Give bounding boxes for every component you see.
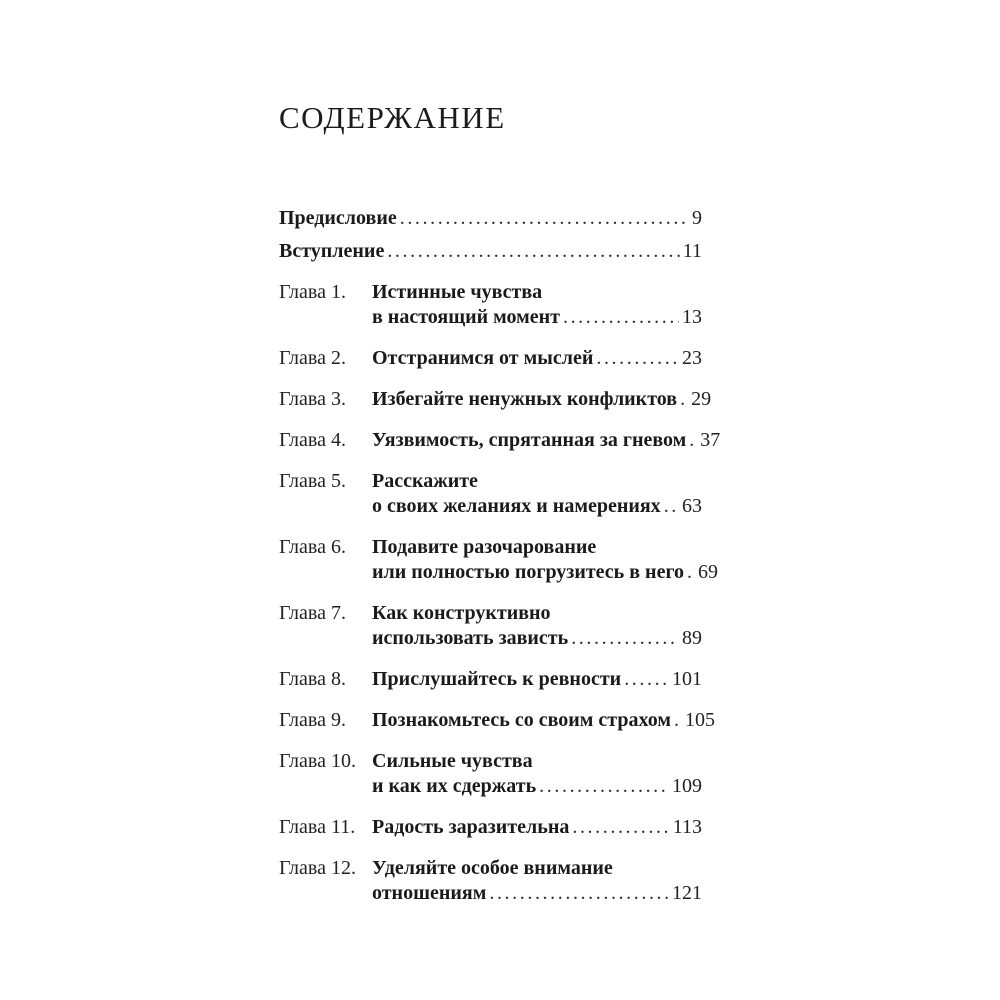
toc-entry-body	[372, 667, 702, 692]
toc-entry	[279, 346, 702, 371]
dot-leader	[664, 494, 679, 519]
dot-leader	[400, 206, 689, 231]
chapter-title: Прислушайтесь к ревности	[372, 668, 622, 690]
chapter-number-label: Глава 10.	[279, 750, 356, 772]
chapter-number-label: Глава 12.	[279, 857, 356, 879]
chapter-title-line-1: Уделяйте особое внимание	[372, 857, 613, 879]
toc-entry	[279, 428, 721, 453]
chapter-number-label: Глава 5.	[279, 470, 346, 492]
page-number: 11	[682, 240, 702, 262]
chapter-title-line-1: Как конструктивно	[372, 602, 551, 624]
toc-entry-body	[372, 387, 712, 412]
chapter-title-line-1: Расскажите	[372, 470, 478, 492]
toc-entry-last-line	[372, 708, 715, 733]
chapter-title: Предисловие	[279, 207, 397, 229]
toc-entry-last-line	[372, 346, 702, 371]
dot-leader	[624, 667, 669, 692]
toc-entry-body	[372, 601, 702, 651]
table-of-contents	[279, 100, 721, 906]
toc-entry-last-line	[372, 667, 702, 692]
chapter-title: и как их сдержать	[372, 775, 537, 797]
toc-entry-last-line	[372, 560, 719, 585]
page-number: 69	[698, 561, 719, 583]
chapter-number-label: Глава 11.	[279, 816, 356, 838]
toc-entry-body	[279, 239, 702, 264]
toc-entry-last-line	[279, 206, 702, 231]
toc-entry-last-line	[372, 815, 702, 840]
dot-leader	[674, 708, 682, 733]
chapter-number-label: Глава 2.	[279, 347, 346, 369]
toc-entry-body	[372, 428, 721, 453]
dot-leader	[687, 560, 695, 585]
dot-leader	[596, 346, 679, 371]
toc-entry-body	[372, 469, 702, 519]
toc-entry-last-line	[372, 387, 712, 412]
page-number: 109	[672, 775, 702, 797]
toc-entry	[279, 239, 702, 264]
dot-leader	[571, 626, 679, 651]
toc-entry-last-line	[372, 774, 702, 799]
chapter-title: или полностью погрузитесь в него	[372, 561, 685, 583]
chapter-title: Вступление	[279, 240, 385, 262]
chapter-title: Отстранимся от мыслей	[372, 347, 594, 369]
page-number: 9	[692, 207, 702, 229]
chapter-number-label: Глава 9.	[279, 709, 346, 731]
toc-entry-body	[372, 346, 702, 371]
toc-entry-body	[372, 856, 702, 906]
chapter-title: Радость заразительна	[372, 816, 570, 838]
toc-list	[279, 206, 721, 906]
chapter-number-label: Глава 3.	[279, 388, 346, 410]
toc-entry-last-line	[372, 626, 702, 651]
dot-leader	[680, 387, 688, 412]
toc-entry	[279, 206, 702, 231]
page-number: 23	[682, 347, 702, 369]
toc-entry-body	[372, 749, 702, 799]
page-number: 101	[672, 668, 702, 690]
chapter-number-label: Глава 7.	[279, 602, 346, 624]
chapter-number-label: Глава 6.	[279, 536, 346, 558]
toc-entry-body	[372, 708, 715, 733]
toc-entry-body	[279, 206, 702, 231]
toc-entry-last-line	[372, 428, 721, 453]
dot-leader	[563, 305, 679, 330]
toc-entry	[279, 749, 702, 799]
page-number: 89	[682, 627, 702, 649]
toc-entry	[279, 469, 702, 519]
page-number: 113	[672, 816, 702, 838]
toc-entry	[279, 387, 712, 412]
chapter-title: Избегайте ненужных конфликтов	[372, 388, 678, 410]
chapter-title: о своих желаниях и намерениях	[372, 495, 661, 517]
dot-leader	[689, 428, 697, 453]
toc-entry	[279, 280, 702, 330]
chapter-title: отношениям	[372, 882, 487, 904]
dot-leader	[572, 815, 669, 840]
toc-entry-last-line	[372, 305, 702, 330]
page-number: 37	[700, 429, 721, 451]
toc-entry	[279, 708, 715, 733]
toc-entry-body	[372, 535, 719, 585]
toc-entry	[279, 667, 702, 692]
chapter-title-line-1: Истинные чувства	[372, 281, 543, 303]
page-number: 63	[682, 495, 702, 517]
toc-heading: СОДЕРЖАНИЕ	[279, 100, 506, 135]
chapter-number-label: Глава 1.	[279, 281, 346, 303]
toc-entry	[279, 601, 702, 651]
chapter-title-line-1: Подавите разочарование	[372, 536, 597, 558]
toc-entry-last-line	[372, 494, 702, 519]
toc-entry-body	[372, 815, 702, 840]
chapter-title: Уязвимость, спрятанная за гневом	[372, 429, 687, 451]
chapter-number-label: Глава 4.	[279, 429, 346, 451]
toc-entry-last-line	[372, 881, 702, 906]
dot-leader	[387, 239, 679, 264]
dot-leader	[489, 881, 669, 906]
dot-leader	[539, 774, 669, 799]
page-number: 13	[682, 306, 702, 328]
chapter-title: Познакомьтесь со своим страхом	[372, 709, 671, 731]
toc-entry-last-line	[279, 239, 702, 264]
page-number: 29	[691, 388, 712, 410]
chapter-title: в настоящий момент	[372, 306, 560, 328]
chapter-title: использовать зависть	[372, 627, 569, 649]
toc-entry-body	[372, 280, 702, 330]
toc-entry	[279, 815, 702, 840]
page-number: 121	[672, 882, 702, 904]
toc-entry	[279, 856, 702, 906]
chapter-number-label: Глава 8.	[279, 668, 346, 690]
chapter-title-line-1: Сильные чувства	[372, 750, 533, 772]
page-number: 105	[684, 709, 715, 731]
toc-entry	[279, 535, 719, 585]
